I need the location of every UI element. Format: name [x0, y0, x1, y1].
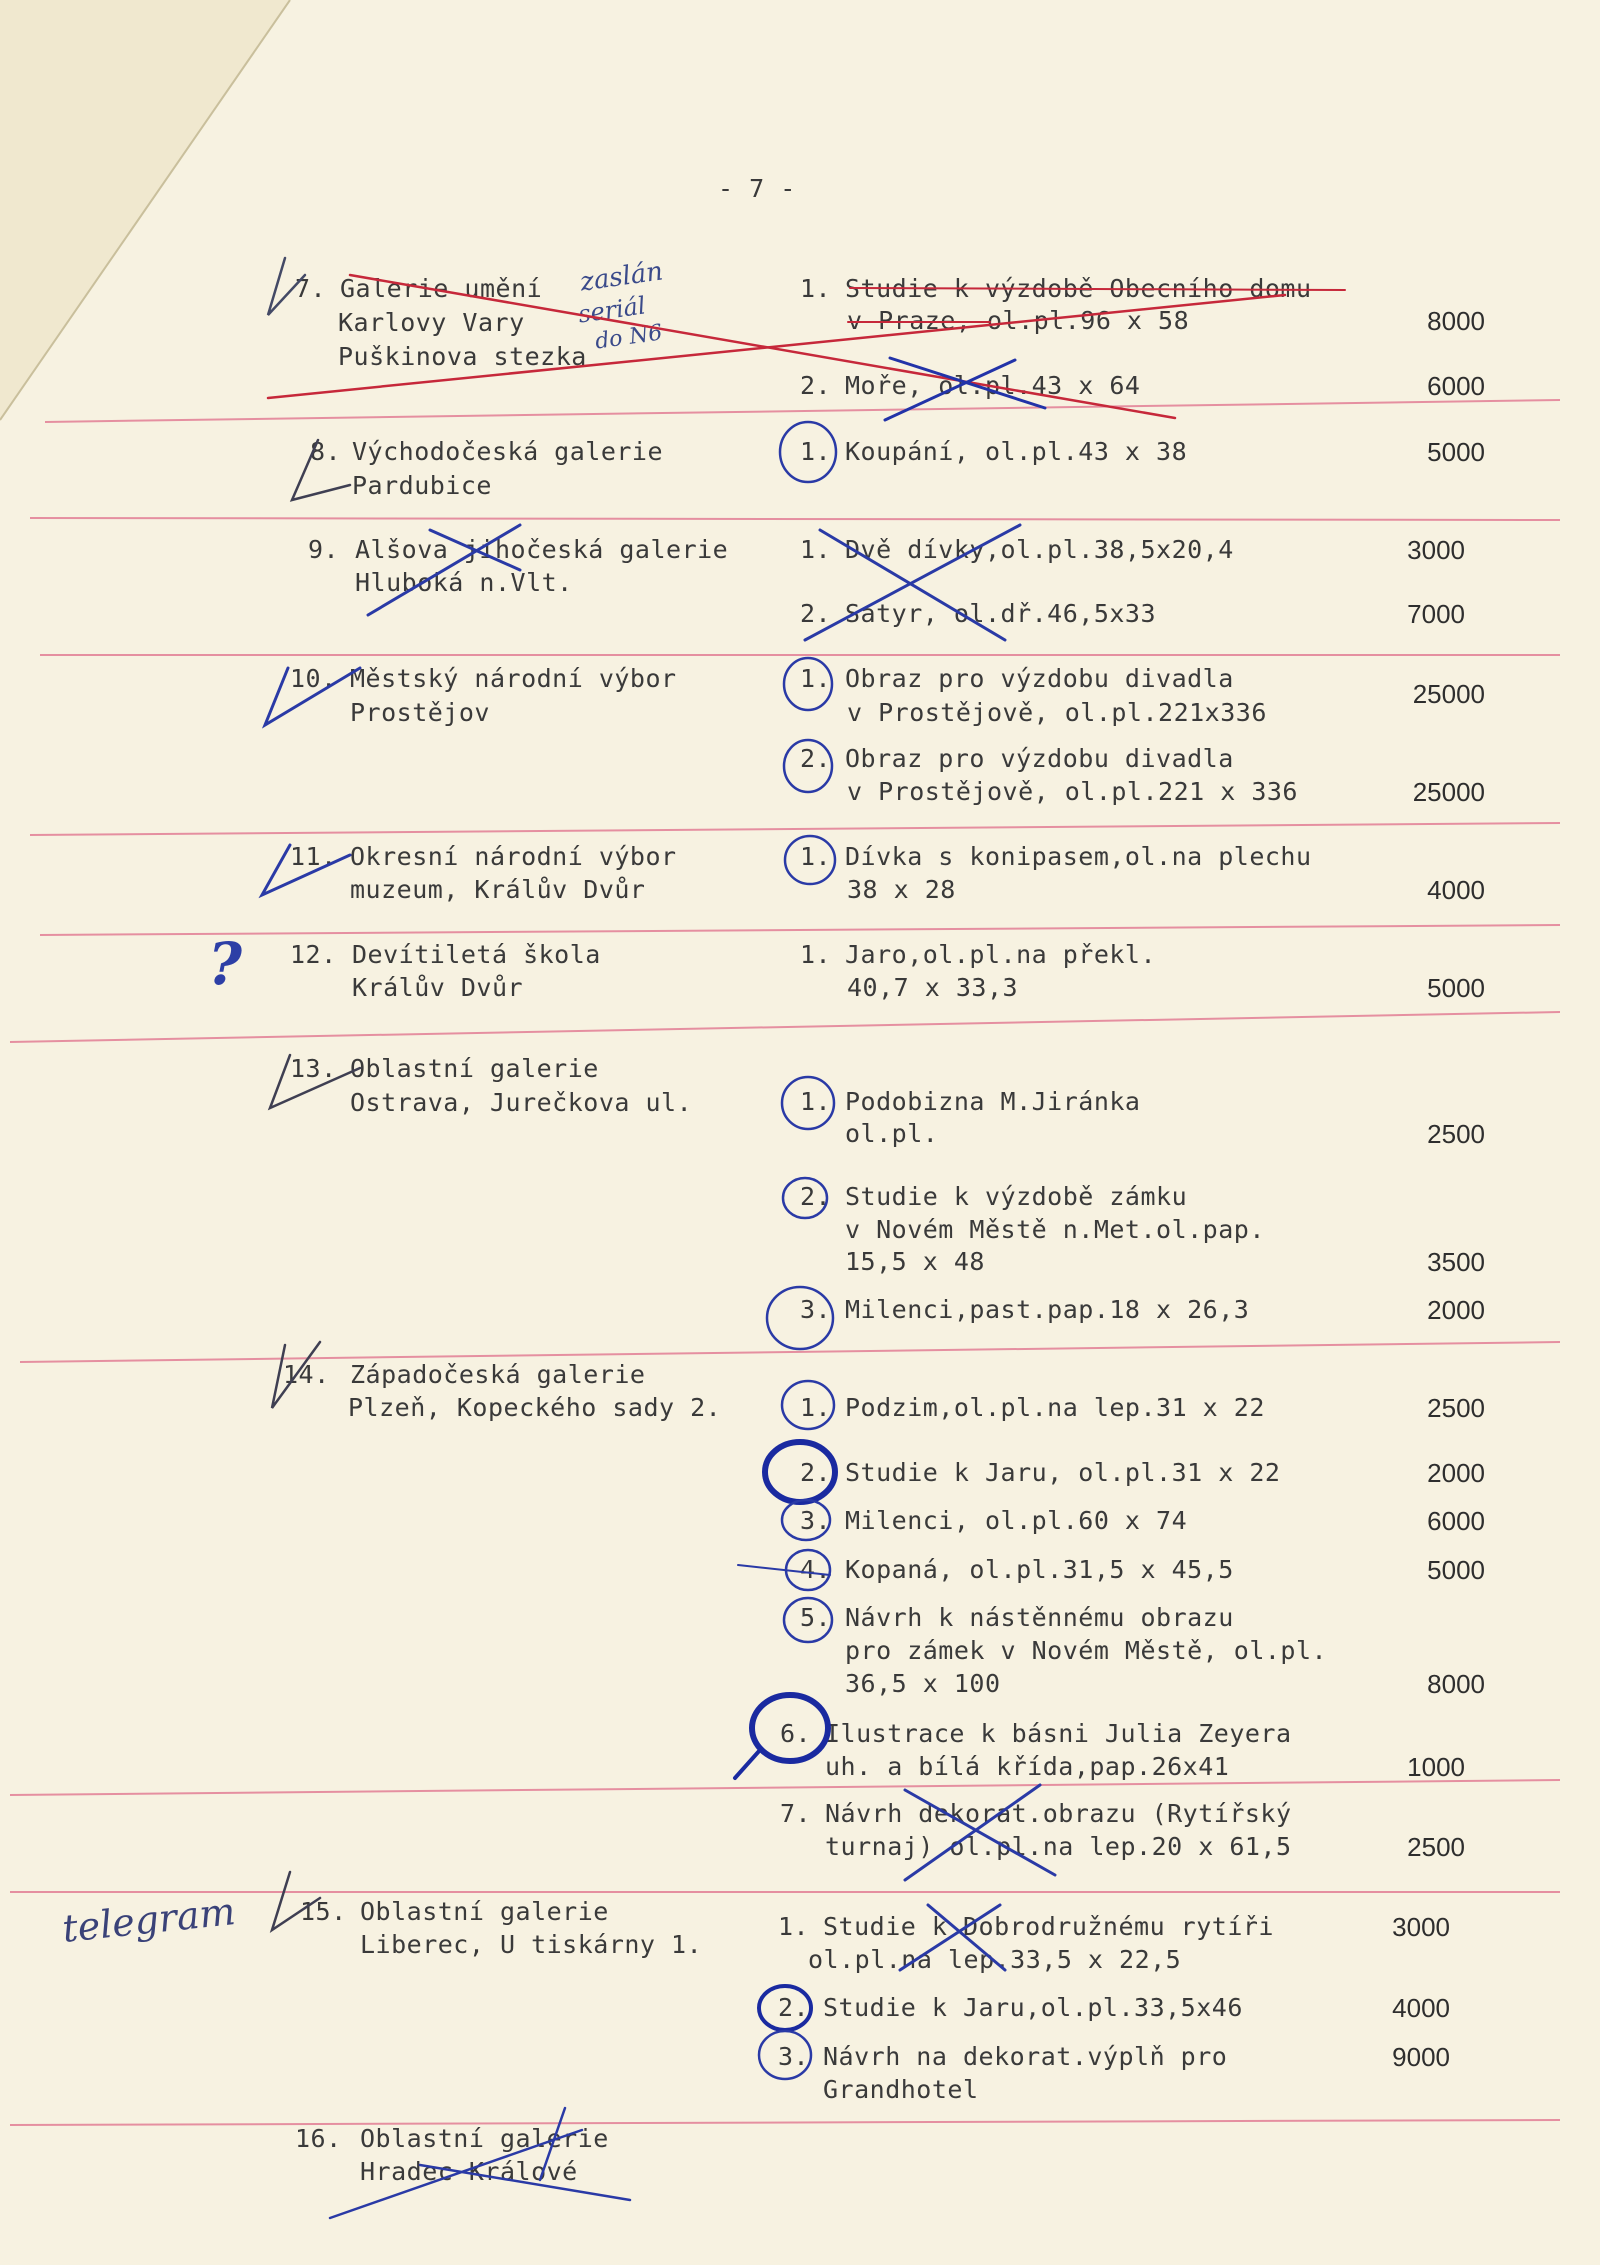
item-number: 1.	[800, 535, 832, 564]
item-number: 5.	[800, 1603, 832, 1632]
cross-mark	[905, 1785, 1055, 1880]
circle-mark	[784, 1598, 832, 1642]
item-text: Podobizna M.Jiránka	[845, 1087, 1141, 1116]
institution-line: Puškinova stezka	[338, 342, 587, 371]
item-text: turnaj) ol.pl.na lep.20 x 61,5	[825, 1832, 1292, 1861]
circle-mark	[765, 1442, 835, 1502]
entry-number: 16.	[295, 2124, 342, 2153]
item-price: 9000	[1392, 2042, 1450, 2072]
item-text: ol.pl.	[845, 1119, 939, 1148]
entry-number: 11.	[290, 842, 337, 871]
item-number: 2.	[800, 1458, 832, 1487]
entry-number: 12.	[290, 940, 337, 969]
institution-line: Hluboká n.Vlt.	[355, 568, 573, 597]
cross-mark	[885, 358, 1045, 420]
handwritten-note-line: seriál	[576, 291, 648, 329]
circle-mark	[784, 740, 832, 792]
entry-number: 8.	[310, 437, 342, 466]
entry-number: 13.	[290, 1054, 337, 1083]
institution-line: Plzeň, Kopeckého sady 2.	[348, 1393, 722, 1422]
item-text: 40,7 x 33,3	[847, 973, 1019, 1002]
circle-mark	[780, 422, 836, 482]
institution-line: Ostrava, Jurečkova ul.	[350, 1088, 693, 1117]
item-text: 38 x 28	[847, 875, 956, 904]
circle-mark	[759, 2031, 811, 2079]
item-text: Dvě dívky,ol.pl.38,5x20,4	[845, 535, 1234, 564]
institution-line: Prostějov	[350, 698, 490, 727]
circle-mark	[759, 1986, 811, 2030]
circle-mark	[782, 1077, 834, 1129]
cross-mark	[368, 525, 520, 615]
item-text: Návrh dekorat.obrazu (Rytířský	[825, 1799, 1292, 1828]
item-text: Studie k výzdobě Obecního domu	[845, 274, 1312, 303]
institution-line: Oblastní galerie	[360, 2124, 609, 2153]
item-price: 2500	[1427, 1119, 1485, 1149]
cross-mark	[330, 2130, 630, 2218]
institution-line: Pardubice	[352, 471, 492, 500]
item-text: 15,5 x 48	[845, 1247, 985, 1276]
item-number: 1.	[800, 940, 832, 969]
item-price: 2000	[1427, 1295, 1485, 1325]
red-strike-line	[350, 275, 1175, 418]
pen-stroke	[738, 1565, 830, 1575]
item-price: 3500	[1427, 1247, 1485, 1277]
item-text: v Praze, ol.pl.96 x 58	[847, 306, 1190, 335]
item-price: 8000	[1427, 1669, 1485, 1699]
circle-mark	[784, 658, 832, 710]
handwritten-question-mark: ?	[208, 930, 242, 998]
item-price: 5000	[1427, 973, 1485, 1003]
entry-number: 14.	[283, 1360, 330, 1389]
item-text: pro zámek v Novém Městě, ol.pl.	[845, 1636, 1328, 1665]
item-price: 2500	[1407, 1832, 1465, 1862]
item-number: 2.	[800, 371, 832, 400]
item-text: Jaro,ol.pl.na překl.	[845, 940, 1157, 969]
item-text: Obraz pro výzdobu divadla	[845, 664, 1234, 693]
item-price: 5000	[1427, 1555, 1485, 1585]
institution-line: Hradec Králové	[360, 2157, 578, 2186]
item-text: Obraz pro výzdobu divadla	[845, 744, 1234, 773]
item-text: Ilustrace k básni Julia Zeyera	[825, 1719, 1292, 1748]
item-price: 3000	[1392, 1912, 1450, 1942]
entry-number: 15.	[300, 1897, 347, 1926]
item-price: 6000	[1427, 1506, 1485, 1536]
institution-line: Okresní národní výbor	[350, 842, 677, 871]
item-text: uh. a bílá křída,pap.26x41	[825, 1752, 1230, 1781]
item-text: Grandhotel	[823, 2075, 979, 2104]
item-price: 3000	[1407, 535, 1465, 565]
item-price: 7000	[1407, 599, 1465, 629]
institution-line: Karlovy Vary	[338, 308, 525, 337]
item-text: v Prostějově, ol.pl.221x336	[847, 698, 1267, 727]
check-mark-icon	[292, 440, 350, 500]
circle-mark	[752, 1695, 828, 1761]
item-number: 1.	[800, 842, 832, 871]
item-price: 1000	[1407, 1752, 1465, 1782]
institution-line: Liberec, U tiskárny 1.	[360, 1930, 703, 1959]
item-text: ol.pl.na lep.33,5 x 22,5	[808, 1945, 1182, 1974]
item-number: 3.	[800, 1506, 832, 1535]
institution-line: Oblastní galerie	[360, 1897, 609, 1926]
check-mark-icon	[262, 845, 350, 895]
handwritten-telegram-note: telegram	[60, 1889, 238, 1951]
item-text: Návrh na dekorat.výplň pro	[823, 2042, 1228, 2071]
item-number: 4.	[800, 1555, 832, 1584]
item-text: Satyr, ol.dř.46,5x33	[845, 599, 1157, 628]
item-text: Studie k Dobrodružnému rytíři	[823, 1912, 1274, 1941]
item-text: Dívka s konipasem,ol.na plechu	[845, 842, 1312, 871]
item-text: Studie k Jaru,ol.pl.33,5x46	[823, 1993, 1243, 2022]
cross-mark	[805, 525, 1020, 640]
item-text: Kopaná, ol.pl.31,5 x 45,5	[845, 1555, 1234, 1584]
item-number: 6.	[780, 1719, 812, 1748]
handwritten-note-line: do N6	[593, 320, 664, 355]
pen-stroke	[735, 1750, 760, 1778]
circle-mark	[783, 1178, 827, 1218]
item-number: 2.	[778, 1993, 810, 2022]
item-text: Milenci,past.pap.18 x 26,3	[845, 1295, 1250, 1324]
institution-line: Západočeská galerie	[350, 1360, 646, 1389]
item-text: Milenci, ol.pl.60 x 74	[845, 1506, 1188, 1535]
item-text: Koupání, ol.pl.43 x 38	[845, 437, 1188, 466]
institution-line: Králův Dvůr	[352, 973, 524, 1002]
institution-line: Alšova jihočeská galerie	[355, 535, 729, 564]
item-price: 4000	[1427, 875, 1485, 905]
red-strike-line	[850, 288, 1345, 290]
handwritten-note-line: zaslán	[578, 256, 665, 298]
item-number: 3.	[800, 1295, 832, 1324]
item-price: 4000	[1392, 1993, 1450, 2023]
check-mark-icon	[272, 1342, 320, 1408]
check-mark-icon	[265, 668, 360, 725]
item-number: 1.	[800, 664, 832, 693]
item-price: 2000	[1427, 1458, 1485, 1488]
institution-line: muzeum, Králův Dvůr	[350, 875, 646, 904]
circle-mark	[782, 1500, 830, 1540]
item-number: 1.	[800, 1393, 832, 1422]
item-number: 1.	[800, 1087, 832, 1116]
institution-line: Galerie umění	[340, 274, 543, 303]
item-price: 2500	[1427, 1393, 1485, 1423]
institution-line: Městský národní výbor	[350, 664, 677, 693]
entry-number: 10.	[290, 664, 337, 693]
item-text: Moře, ol.pl.43 x 64	[845, 371, 1141, 400]
institution-line: Východočeská galerie	[352, 437, 664, 466]
item-text: Podzim,ol.pl.na lep.31 x 22	[845, 1393, 1265, 1422]
item-text: Studie k Jaru, ol.pl.31 x 22	[845, 1458, 1281, 1487]
circle-mark	[782, 1381, 834, 1429]
check-mark-icon	[268, 258, 305, 315]
item-number: 2.	[800, 1182, 832, 1211]
item-number: 1.	[778, 1912, 810, 1941]
item-number: 2.	[800, 744, 832, 773]
circle-mark	[767, 1287, 833, 1349]
item-number: 1.	[800, 274, 832, 303]
item-text: Studie k výzdobě zámku	[845, 1182, 1188, 1211]
institution-line: Devítiletá škola	[352, 940, 601, 969]
institution-line: Oblastní galerie	[350, 1054, 599, 1083]
entry-number: 9.	[308, 535, 340, 564]
item-text: 36,5 x 100	[845, 1669, 1001, 1698]
item-number: 7.	[780, 1799, 812, 1828]
page-number: - 7 -	[718, 174, 796, 203]
cross-mark	[900, 1905, 1005, 1970]
item-number: 1.	[800, 437, 832, 466]
item-price: 25000	[1412, 679, 1485, 709]
item-price: 6000	[1427, 371, 1485, 401]
item-price: 5000	[1427, 437, 1485, 467]
item-price: 25000	[1412, 777, 1485, 807]
red-strike-line	[268, 295, 1285, 398]
item-text: Návrh k nástěnnému obrazu	[845, 1603, 1234, 1632]
entry-number: 7.	[295, 274, 327, 303]
circle-mark	[785, 836, 835, 884]
item-text: v Prostějově, ol.pl.221 x 336	[847, 777, 1298, 806]
item-number: 3.	[778, 2042, 810, 2071]
check-mark-icon	[270, 1055, 360, 1108]
item-text: v Novém Městě n.Met.ol.pap.	[845, 1215, 1265, 1244]
item-price: 8000	[1427, 306, 1485, 336]
item-number: 2.	[800, 599, 832, 628]
check-mark-icon	[272, 1872, 320, 1930]
